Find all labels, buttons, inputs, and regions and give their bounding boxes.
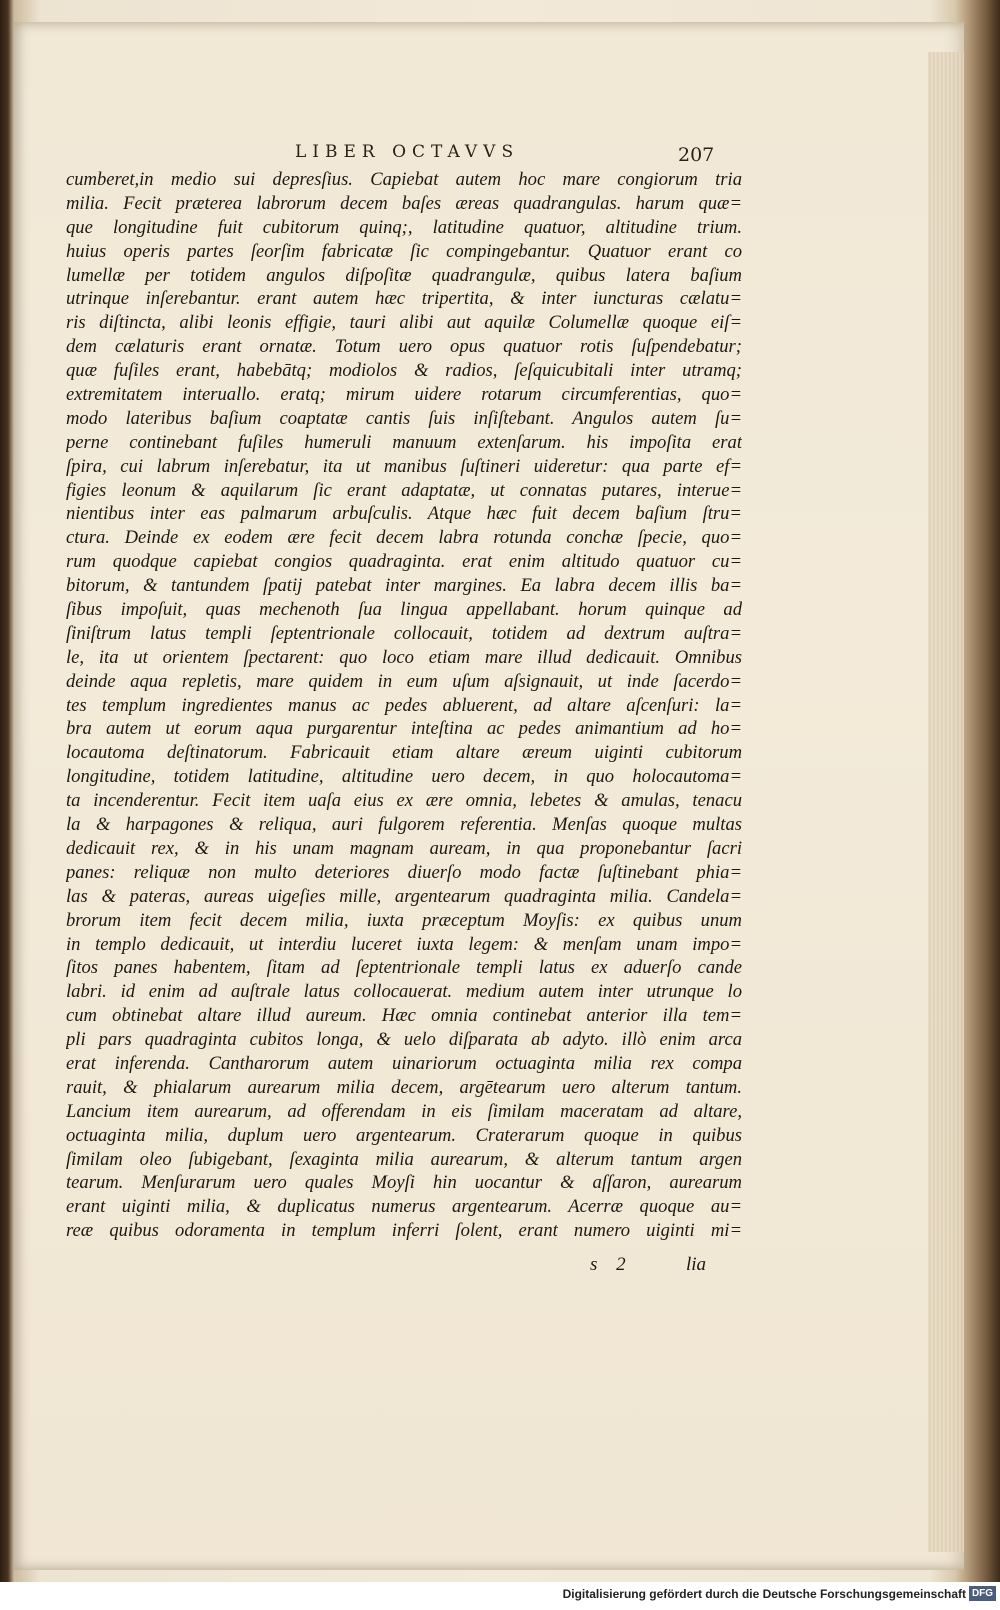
text-line: brorum item fecit decem milia, iuxta præceptum Moyſis: ex quibus unum	[66, 909, 742, 931]
text-line: ris diſtincta, alibi leonis effigie, tauri alibi aut aquilæ Columellæ quoque eiſ=	[66, 312, 742, 334]
running-head: LIBER OCTAVVS	[295, 142, 520, 162]
page-edge	[928, 52, 964, 1552]
text-line: dedicauit rex, & in his unam magnam auream, in qua proponebantur ſacri	[66, 837, 742, 859]
text-line: octuaginta milia, duplum uero argentearum. Craterarum quoque in quibus	[66, 1124, 742, 1146]
text-line: Lancium item aurearum, ad offerendam in eis ſimilam maceratam ad altare,	[66, 1100, 742, 1122]
text-line: ſpira, cui labrum inſerebatur, ita ut manibus ſuſtineri uideretur: qua parte ef=	[66, 455, 742, 477]
text-line: que longitudine fuit cubitorum quinq;, latitudine quatuor, altitudine trium.	[66, 216, 742, 238]
text-line: la & harpagones & reliqua, auri fulgorem referentia. Menſas quoque multas	[66, 814, 742, 836]
text-line: locautoma deſtinatorum. Fabricauit etiam altare æreum uiginti cubitorum	[66, 742, 742, 764]
text-line: deinde aqua repletis, mare quidem in eum uſum aſsignauit, ut inde ſacerdo=	[66, 670, 742, 692]
text-line: tearum. Menſurarum uero quales Moyſi hin uocantur & aſſaron, aurearum	[66, 1172, 742, 1194]
signature-mark: s 2	[590, 1254, 626, 1275]
text-line: labri. id enim ad auſtrale latus collocauerat. medium autem inter utrunque lo	[66, 981, 742, 1003]
text-line: nientibus inter eas palmarum arbuſculis. Atque hæc fuit decem baſium ſtru=	[66, 503, 742, 525]
text-line: ta incenderentur. Fecit item uaſa eius ex ære omnia, lebetes & amulas, tenacu	[66, 790, 742, 812]
text-line: pli pars quadraginta cubitos longa, & uelo diſparata ab adyto. illò enim arca	[66, 1029, 742, 1051]
text-line: extremitatem interuallo. eratq; mirum uidere rotarum circumferentias, quo=	[66, 384, 742, 406]
text-line: dem cælaturis erant ornatæ. Totum uero opus quatuor rotis ſuſpendebatur;	[66, 336, 742, 358]
text-line: bra autem ut eorum aqua purgarentur inteſtina ac pedes animantium ad ho=	[66, 718, 742, 740]
text-line: rauit, & phialarum aurearum milia decem, argētearum uero alterum tantum.	[66, 1076, 742, 1098]
text-line: bitorum, & tantundem ſpatij patebat inter margines. Ea labra decem illis ba=	[66, 575, 742, 597]
page-number: 207	[678, 144, 715, 166]
catchword: lia	[686, 1254, 707, 1275]
funding-credit: Digitalisierung gefördert durch die Deutsche Forschungsgemeinschaft	[562, 1587, 966, 1601]
text-line: ſimilam oleo ſubigebant, ſexaginta milia aurearum, & alterum tantum argen	[66, 1148, 742, 1170]
text-line: reæ quibus odoramenta in templum inferri ſolent, erant numero uiginti mi=	[66, 1220, 742, 1242]
text-line: milia. Fecit præterea labrorum decem baſes æreas quadrangulas. harum quæ=	[66, 192, 742, 214]
text-line: utrinque inſerebantur. erant autem hæc tripertita, & inter iuncturas cælatu=	[66, 288, 742, 310]
text-line: modo lateribus baſium coaptatæ cantis ſuis inſiſtebant. Angulos autem ſu=	[66, 407, 742, 429]
body-text	[66, 168, 742, 1243]
text-line: le, ita ut orientem ſpectarent: quo loco etiam mare illud dedicauit. Omnibus	[66, 646, 742, 668]
text-line: figies leonum & aquilarum ſic erant adaptatæ, ut connatas putares, interue=	[66, 479, 742, 501]
text-line: huius operis partes ſeorſim fabricatæ ſic compingebantur. Quatuor erant co	[66, 240, 742, 262]
dfg-logo-icon: DFG	[969, 1586, 996, 1601]
text-line: ctura. Deinde ex eodem ære fecit decem labra rotunda conchæ ſpecie, quo=	[66, 527, 742, 549]
text-line: perne continebant fuſiles humeruli manuum extenſarum. his impoſita erat	[66, 431, 742, 453]
text-line: las & pateras, aureas uigeſies mille, argentearum quadraginta milia. Candela=	[66, 885, 742, 907]
text-line: panes: reliquæ non multo deteriores diuerſo modo factæ ſuſtinebant phia=	[66, 861, 742, 883]
text-line: ſiniſtrum latus templi ſeptentrionale collocauit, totidem ad dextrum auſtra=	[66, 622, 742, 644]
text-line: ſitos panes habentem, ſitam ad ſeptentrionale templi latus ex aduerſo cande	[66, 957, 742, 979]
text-line: cum obtinebat altare illud aureum. Hæc omnia continebat anterior illa tem=	[66, 1005, 742, 1027]
text-line: rum quodque capiebat congios quadraginta. erat enim altitudo quatuor cu=	[66, 551, 742, 573]
text-line: lumellæ per totidem angulos diſpoſitæ quadrangulæ, quibus latera baſium	[66, 264, 742, 286]
text-line: quæ fuſiles erant, habebātq; modiolos & radios, ſeſquicubitali inter utramq;	[66, 360, 742, 382]
text-line: erant uiginti milia, & duplicatus numerus argentearum. Acerræ quoque au=	[66, 1196, 742, 1218]
text-line: longitudine, totidem latitudine, altitudine uero decem, in quo holocautoma=	[66, 766, 742, 788]
text-line: in templo dedicauit, ut interdiu luceret iuxta legem: & menſam unam impo=	[66, 933, 742, 955]
text-line: ſibus impoſuit, quas mechenoth ſua lingua appellabant. horum quinque ad	[66, 599, 742, 621]
text-line: cumberet,in medio sui depresſius. Capiebat autem hoc mare congiorum tria	[66, 169, 742, 190]
text-line: tes templum ingredientes manus ac pedes abluerent, ad altare aſcenſuri: la=	[66, 694, 742, 716]
text-line: erat inferenda. Cantharorum autem uinariorum octuaginta milia rex compa	[66, 1052, 742, 1074]
